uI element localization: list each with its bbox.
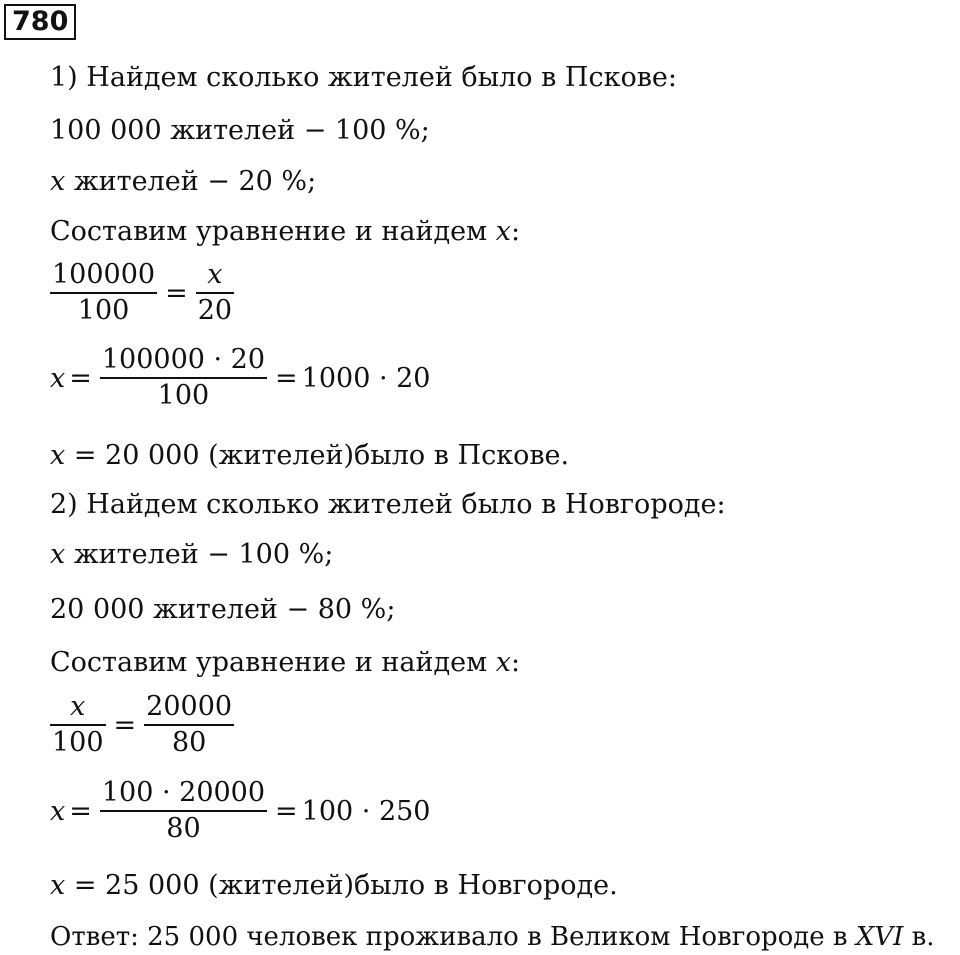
equals-sign: = bbox=[69, 795, 92, 827]
equation-3 bbox=[46, 690, 238, 760]
answer-line bbox=[50, 919, 935, 955]
fraction-right bbox=[144, 690, 234, 760]
denominator: 100 bbox=[77, 295, 130, 326]
equals-sign: = bbox=[69, 362, 92, 394]
equation-1 bbox=[46, 258, 238, 328]
equation-instruction-1 bbox=[50, 214, 520, 250]
result-pskov bbox=[50, 438, 569, 474]
numerator: 20000 bbox=[146, 691, 233, 722]
equals-sign: = bbox=[275, 362, 298, 394]
proportion-line-2 bbox=[50, 164, 316, 200]
denominator: 80 bbox=[166, 813, 201, 844]
equals-sign: = bbox=[275, 795, 298, 827]
numerator: 100 · 20000 bbox=[101, 777, 266, 808]
numerator: 100000 bbox=[52, 259, 156, 290]
instruction-colon: : bbox=[510, 216, 521, 247]
equation-4 bbox=[50, 776, 431, 846]
proportion-line-1: 100 000 жителей − 100 %; bbox=[50, 115, 430, 146]
variable-x: x bbox=[495, 647, 511, 678]
denominator: 100 bbox=[157, 380, 210, 411]
numerator: 100000 · 20 bbox=[101, 344, 266, 375]
result: 100 · 250 bbox=[301, 795, 431, 827]
fraction-left bbox=[50, 258, 157, 328]
numerator: x bbox=[207, 259, 223, 290]
answer-end: в. bbox=[903, 922, 935, 952]
variable-x: x bbox=[495, 216, 511, 247]
proportion-line-4: 20 000 жителей − 80 %; bbox=[50, 594, 396, 625]
step2-heading: 2) Найдем сколько жителей было в Новгороде: bbox=[50, 489, 726, 520]
instruction-colon: : bbox=[510, 647, 521, 678]
variable-x: x bbox=[50, 795, 66, 827]
fraction-right bbox=[196, 258, 234, 328]
proportion-line-3 bbox=[50, 537, 333, 573]
result-novgorod-text: = 25 000 (жителей)было в Новгороде. bbox=[65, 870, 618, 901]
century-numeral: XVI bbox=[855, 922, 904, 952]
variable-x: x bbox=[50, 362, 66, 394]
result: 1000 · 20 bbox=[301, 362, 431, 394]
denominator: 80 bbox=[171, 727, 207, 758]
variable-x: x bbox=[50, 870, 66, 901]
fraction bbox=[100, 776, 267, 846]
equals-sign: = bbox=[165, 277, 188, 309]
step1-heading: 1) Найдем сколько жителей было в Пскове: bbox=[50, 62, 677, 93]
instruction-text: Составим уравнение и найдем bbox=[50, 647, 496, 678]
proportion-line-3-text: жителей − 100 %; bbox=[65, 539, 334, 570]
problem-number: 780 bbox=[4, 4, 76, 40]
fraction bbox=[100, 343, 267, 413]
fraction-left bbox=[50, 690, 106, 760]
instruction-text: Составим уравнение и найдем bbox=[50, 216, 496, 247]
result-pskov-text: = 20 000 (жителей)было в Пскове. bbox=[65, 440, 570, 471]
equation-2 bbox=[50, 343, 431, 413]
proportion-line-2-text: жителей − 20 %; bbox=[65, 166, 317, 197]
numerator: x bbox=[70, 691, 86, 722]
denominator: 20 bbox=[197, 295, 233, 326]
variable-x: x bbox=[50, 440, 66, 471]
denominator: 100 bbox=[52, 727, 104, 758]
equation-instruction-2 bbox=[50, 645, 520, 681]
answer-text: Ответ: 25 000 человек проживало в Великом Новгороде в bbox=[50, 922, 856, 952]
variable-x: x bbox=[50, 166, 66, 197]
result-novgorod bbox=[50, 868, 618, 904]
variable-x: x bbox=[50, 539, 66, 570]
equals-sign: = bbox=[113, 709, 137, 741]
